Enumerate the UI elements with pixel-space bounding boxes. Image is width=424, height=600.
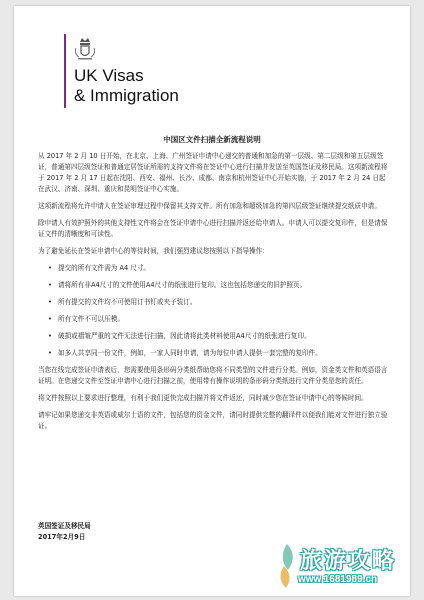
- bullet-dot-icon: •: [48, 315, 52, 323]
- paragraph: 从 2017 年 2 月 10 日开始，在北京、上海、广州签证申请中心递交的普通和加急的第一层级、第二层级和第五层级签证，普通第四层级签证和普通定居签证所需的支持文件将在签证中心进行扫描并发送至英国签证及移民局。这项新流程将于 2017 年 2 月 17 日起在沈阳、西安、福州、长沙、成都、南京和杭州签证中心开始实施，于 2017 年 2 月 24 日起在武汉、济南、深圳、重庆和昆明签证中心实施。: [38, 152, 388, 193]
- logo-text-line2: & Immigration: [74, 86, 179, 105]
- signature-org: 英国签证及移民局: [38, 522, 91, 530]
- bullet-text: 所有提交的文件均不可使用订书钉或夹子装订。: [58, 298, 197, 306]
- paragraph: 将文件按照以上要求进行整理，有利于我们更快完成扫描并将文件返还，同时减少您在签证申请中心的等候时间。: [38, 394, 368, 402]
- document-title: 中国区文件扫描全新流程说明: [163, 135, 261, 144]
- logo-accent-bar: [64, 34, 66, 108]
- bullet-text: 提交的所有文件需为 A4 尺寸。: [58, 264, 151, 272]
- site-watermark: [274, 538, 420, 596]
- signature-block: [38, 521, 91, 543]
- bullet-item: [48, 297, 388, 308]
- document-page: [14, 6, 410, 596]
- document-body: [38, 151, 388, 438]
- bullet-item: [48, 263, 388, 274]
- bullet-item: [48, 314, 388, 325]
- bullet-item: [48, 280, 388, 291]
- bullet-item: [48, 331, 388, 342]
- bullet-dot-icon: •: [48, 298, 52, 306]
- paragraph: 当您在线完成签证申请表后，您需要使用条形码分类纸帮助您将不同类型的文件进行分类。例如，资金类文件和英语语言证明。在您递交文件至签证申请中心进行扫描之前，使用带有操作说明的条形码分类纸进行文件分类是您的责任。: [38, 366, 388, 385]
- bullet-dot-icon: •: [48, 281, 52, 289]
- signature-date: 2017年2月9日: [38, 533, 86, 541]
- bullet-dot-icon: •: [48, 332, 52, 340]
- royal-crest-icon: [74, 36, 96, 60]
- bullet-dot-icon: •: [48, 264, 52, 272]
- paragraph: 除申请人有效护照外的其他支持性文件将会在签证申请中心进行扫描并返还给申请人。申请人可以提交复印件，但是请保证文件的清晰度和可读性。: [38, 219, 388, 238]
- bullet-text: 破损或褶皱严重的文件无法进行扫描，因此请将此类材料使用A4尺寸的纸张进行复印。: [58, 332, 311, 340]
- paragraph: 请牢记如果您递交非英语或威尔士语的文件，包括您的资金文件，请同时提供完整的翻译件以便我们能对文件进行独立验证。: [38, 411, 388, 430]
- watermark-url: www.1681989.cn: [298, 574, 378, 585]
- watermark-title: 旅游攻略: [300, 548, 397, 574]
- bullet-item: [48, 348, 388, 359]
- paragraph: 这项新流程将允许申请人在签证审理过程中保留其支持文件。所有加急和超级加急的第四层级签证继续提交纸质申请。: [38, 202, 381, 210]
- bullet-text: 所有文件不可以压模。: [58, 315, 124, 323]
- leaf-logo-icon: [274, 540, 300, 592]
- bullet-text: 请将所有非A4尺寸的文件使用A4尺寸的纸张进行复印。这也包括您递交的旧护照页。: [58, 281, 307, 289]
- bullet-text: 如多人共享同一份文件，例如，一家人同时申请，请为每位申请人提供一套完整的复印件。: [58, 349, 322, 357]
- bullet-dot-icon: •: [48, 349, 52, 357]
- paragraph: 为了避免延长在签证申请中心的等待时间，我们强烈建议您按照以下指导操作：: [38, 247, 269, 255]
- logo-text-line1: UK Visas: [74, 66, 144, 85]
